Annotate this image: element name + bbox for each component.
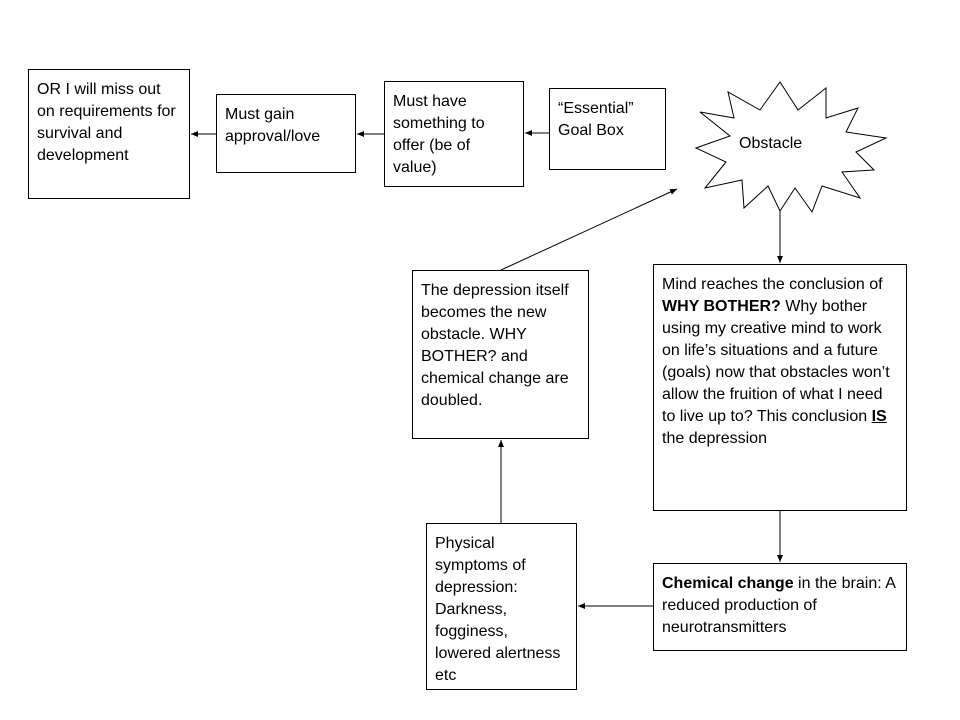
box-why-bother [653,264,907,511]
box-chemical-change [653,563,907,651]
arrow-depression-to-obstacle [501,189,677,270]
mind-bold-is: IS [871,408,887,425]
physical-text: Physical symptoms of depression: Darkness, fogginess, lowered alertness etc [435,535,561,684]
box-offer-value [384,81,524,187]
box-gain-approval [216,94,356,173]
miss-out-text: OR I will miss out on requirements for survival and development [37,81,176,164]
box-physical-symptoms [426,523,577,690]
mind-text-2: Why bother using my creative mind to work on life’s situations and a future (goals) now that obstacles won’t allow the fruition of what I need to live up to? This conclusion [662,298,890,425]
box-essential-goal [549,88,666,170]
mind-bold-why-bother: WHY BOTHER? [662,298,781,315]
chemical-text: in the brain: A reduced production of neurotransmitters [662,575,896,636]
chemical-bold: Chemical change [662,575,794,592]
offer-text: Must have something to offer (be of value) [393,93,485,176]
box-miss-out [28,69,190,199]
mind-text-3: the depression [662,430,767,447]
mind-text-1: Mind reaches the conclusion of [662,276,883,293]
goal-text: “Essential” Goal Box [558,100,634,139]
obstacle-label: Obstacle [739,135,803,152]
depression-text: The depression itself becomes the new obstacle. WHY BOTHER? and chemical change are doubled. [421,282,569,409]
box-depression-obstacle [412,270,589,439]
approval-text: Must gain approval/love [225,106,321,145]
